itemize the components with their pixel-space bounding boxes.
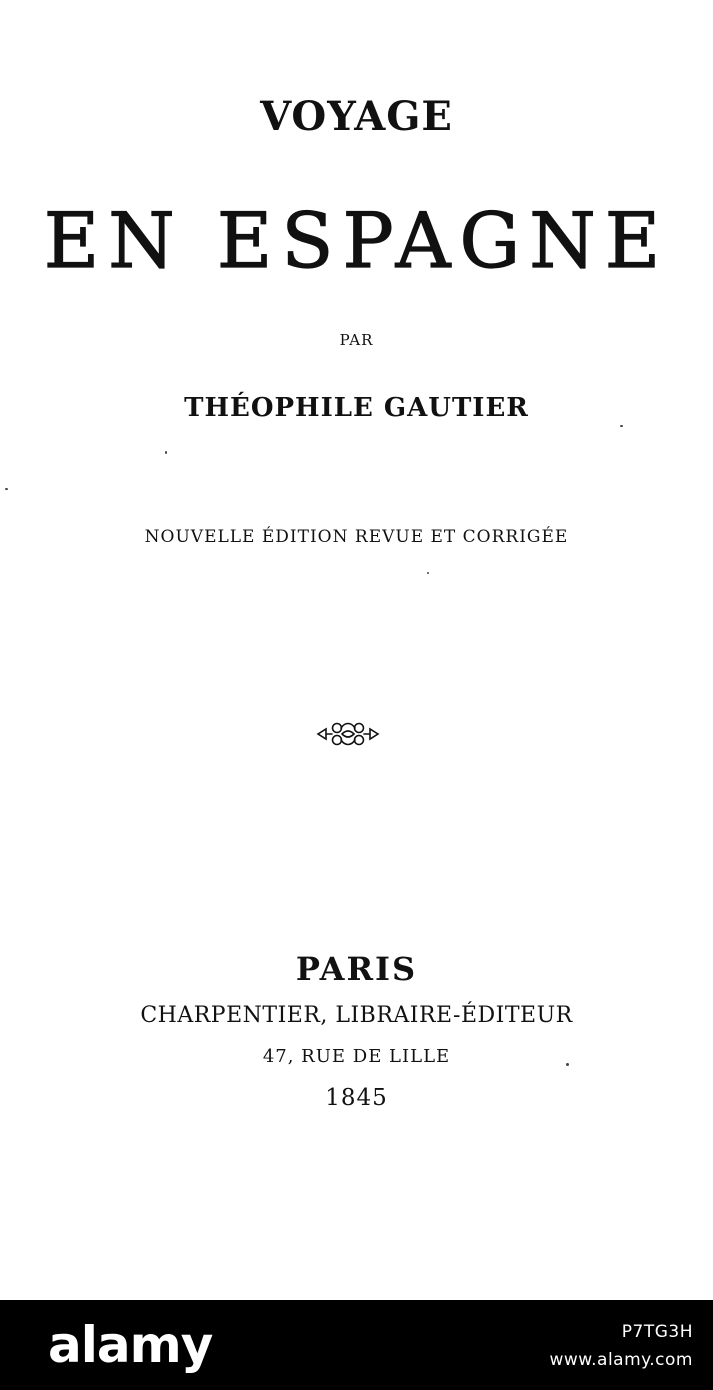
imprint-city: PARIS [295, 950, 418, 988]
imprint-year: 1845 [325, 1085, 388, 1111]
print-speck [427, 572, 429, 574]
print-speck [566, 1063, 569, 1066]
print-speck [620, 425, 623, 427]
watermark-logo: alamy [48, 1316, 213, 1374]
byline-par: PAR [339, 331, 374, 349]
author-name: THÉOPHILE GAUTIER [184, 393, 529, 423]
title-line-voyage: VOYAGE [260, 93, 453, 140]
watermark-bar [0, 1300, 713, 1390]
imprint-publisher: CHARPENTIER, LIBRAIRE-ÉDITEUR [140, 1003, 573, 1028]
edition-note: NOUVELLE ÉDITION REVUE ET CORRIGÉE [144, 527, 569, 547]
watermark-image-id: P7TG3H [621, 1322, 693, 1342]
print-speck [165, 451, 167, 454]
watermark-site: www.alamy.com [549, 1350, 693, 1370]
imprint-address: 47, RUE DE LILLE [262, 1046, 451, 1067]
fleuron-ornament-icon [315, 717, 381, 751]
print-speck [5, 488, 8, 490]
title-line-en-espagne: EN ESPAGNE [43, 196, 670, 285]
